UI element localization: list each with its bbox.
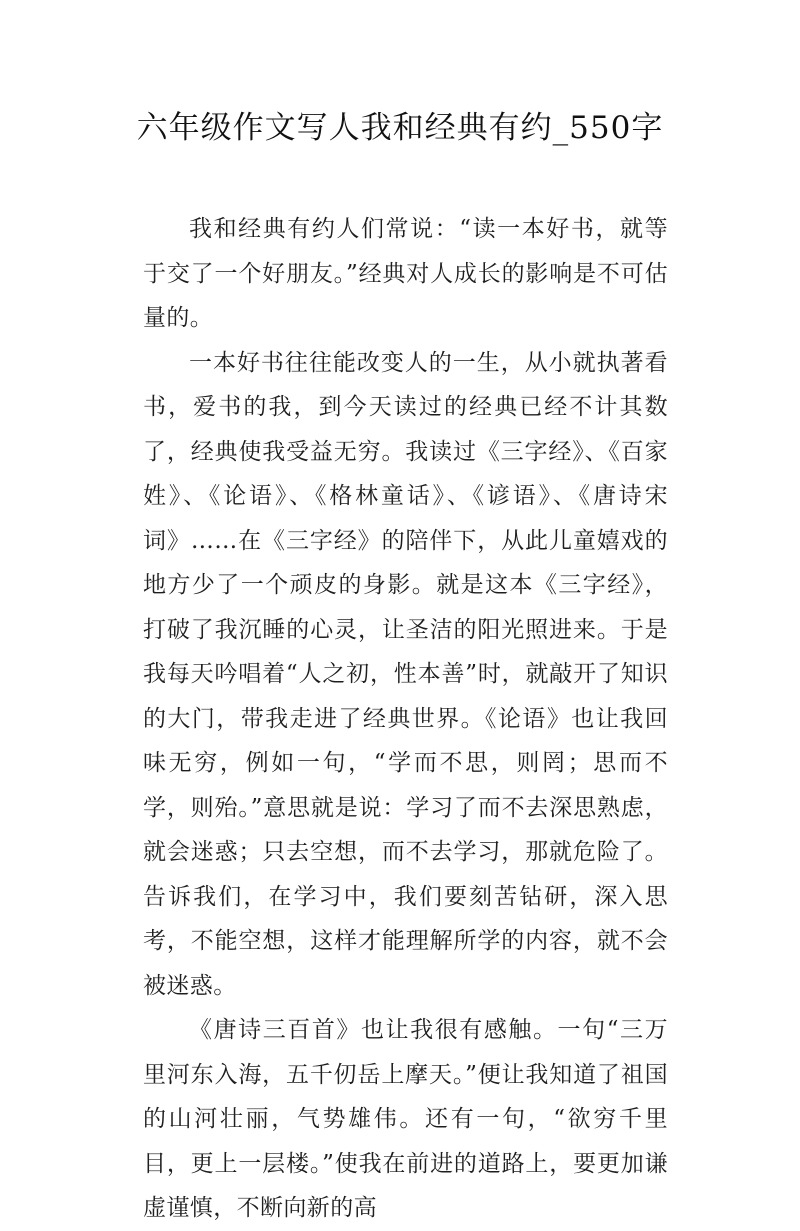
document-body <box>143 207 668 1231</box>
paragraph: 我和经典有约人们常说：“读一本好书，就等于交了一个好朋友。”经典对人成长的影响是不可估量的。 <box>143 216 668 331</box>
paragraph: 《唐诗三百首》也让我很有感触。一句“三万里河东入海，五千仞岳上摩天。”便让我知道了祖国的山河壮丽，气势雄伟。还有一句，“欲穷千里目，更上一层楼。”使我在前进的道路上，要更加谦虚谨慎，不断向新的高 <box>143 1017 668 1221</box>
paragraph: 一本好书往往能改变人的一生，从小就执著看书，爱书的我，到今天读过的经典已经不计其数了，经典使我受益无穷。我读过《三字经》、《百家姓》、《论语》、《格林童话》、《谚语》、《唐诗宋词》……在《三字经》的陪伴下，从此儿童嬉戏的地方少了一个顽皮的身影。就是这本《三字经》，打破了我沉睡的心灵，让圣洁的阳光照进来。于是我每天吟唱着“人之初，性本善”时，就敲开了知识的大门，带我走进了经典世界。《论语》也让我回味无穷，例如一句，“学而不思，则罔；思而不学，则殆。”意思就是说：学习了而不去深思熟虑，就会迷惑；只去空想，而不去学习，那就危险了。告诉我们，在学习中，我们要刻苦钻研，深入思考，不能空想，这样才能理解所学的内容，就不会被迷惑。 <box>143 349 668 999</box>
document-title: 六年级作文写人我和经典有约_550字 <box>136 110 664 146</box>
